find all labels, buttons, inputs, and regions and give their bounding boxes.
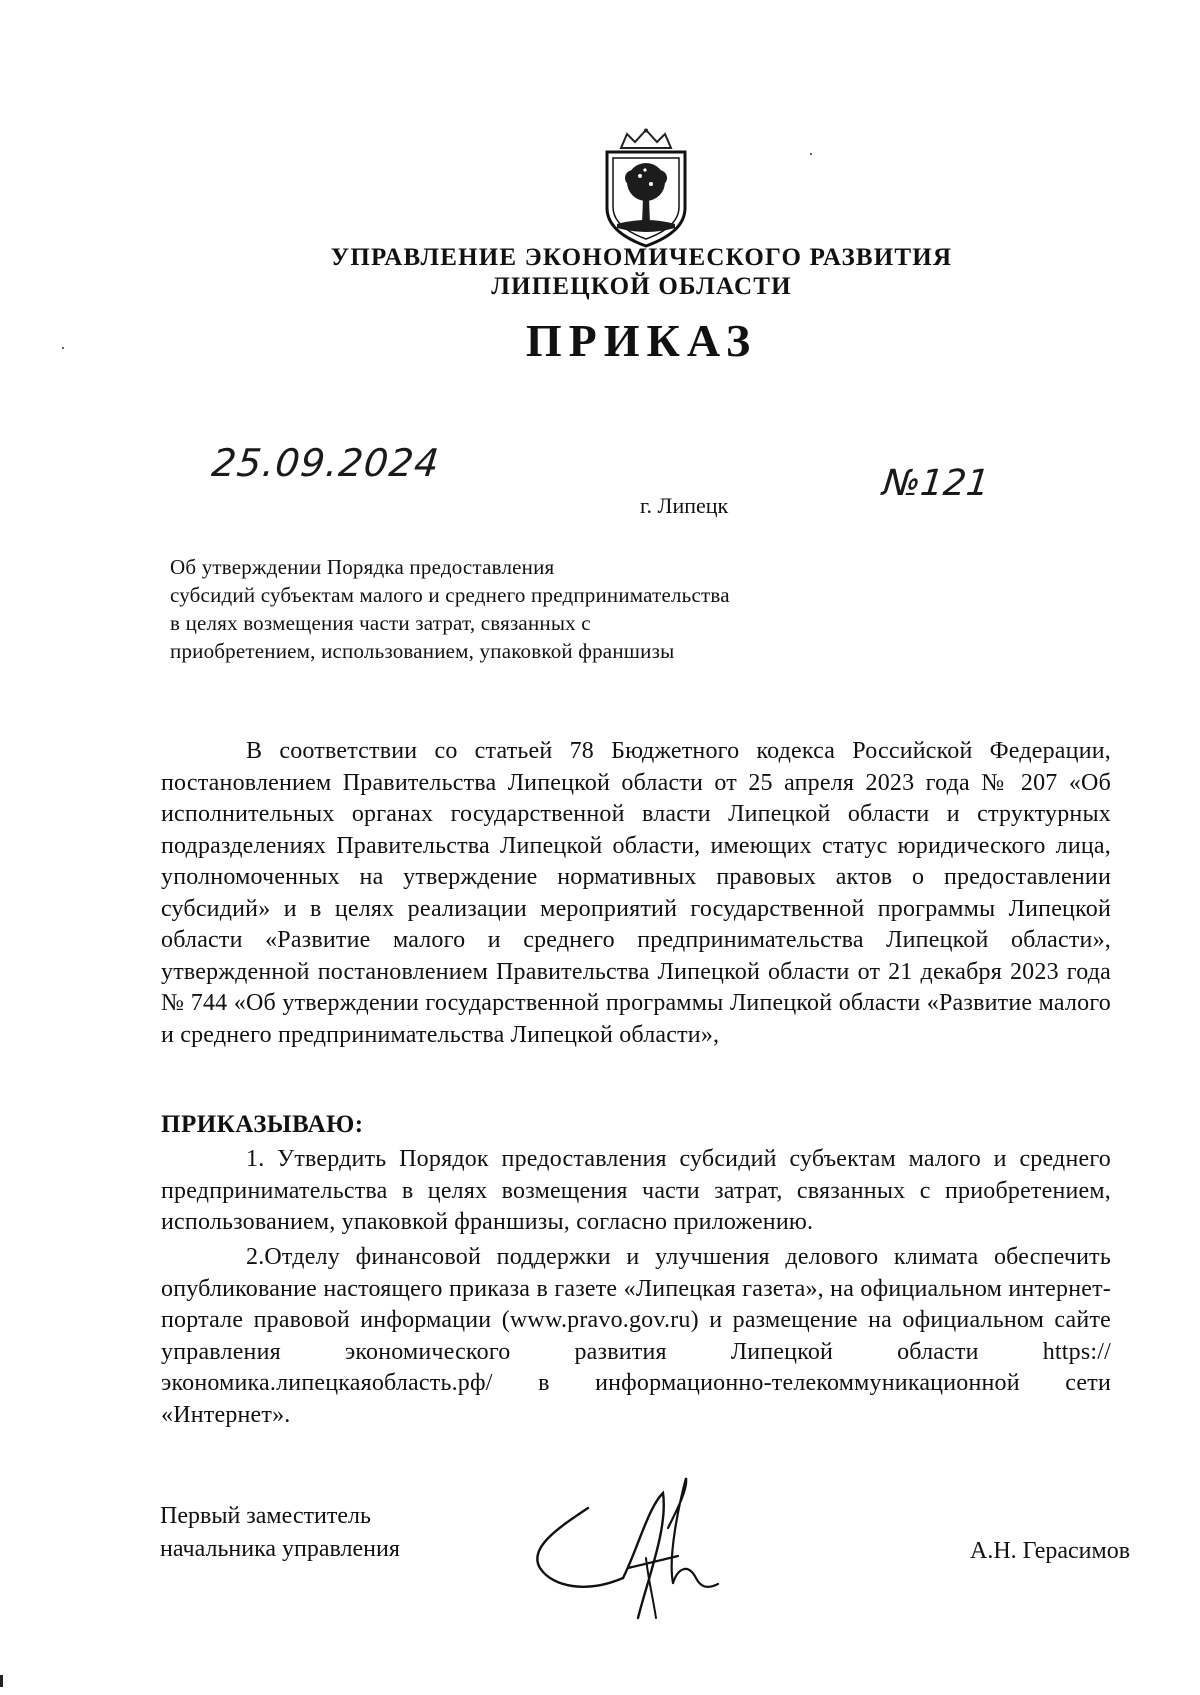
order-keyword: ПРИКАЗЫВАЮ: [161, 1111, 364, 1138]
agency-name [0, 243, 1200, 301]
signatory-title: Первый заместитель начальника управления [160, 1503, 400, 1562]
scan-edge-mark [0, 1675, 3, 1687]
city-name: г. Липецк [640, 493, 729, 518]
order-subject: Об утверждении Порядка предоставления субсидий субъектам малого и среднего предпринимательства в целях возмещения части затрат, связанных с приобретением, использованием, упаковкой франшизы [170, 555, 730, 663]
order-date: 25.09.2024 [209, 441, 442, 485]
agency-name-line1: УПРАВЛЕНИЕ ЭКОНОМИЧЕСКОГО РАЗВИТИЯ [330, 244, 953, 271]
order-item-2: 2.Отделу финансовой поддержки и улучшения делового климата обеспечить опубликование настоящего приказа в газете «Липецкая газета», на официальном интернет-портале правовой информации (www.pravo.gov.ru) и размещение на официальном сайте управления экономического развития Липецкой области https://экономика.липецкаяобласть.рф/ в информационно-телекоммуникационной сети «Интернет». [161, 1244, 1111, 1428]
scan-speck [810, 153, 812, 155]
document-type-title: ПРИКАЗ [525, 315, 758, 366]
preamble-paragraph: В соответствии со статьей 78 Бюджетного кодекса Российской Федерации, постановлением Правительства Липецкой области от 25 апреля 2023 года № 207 «Об исполнительных органах государственной власти Липецкой области и структурных подразделениях Правительства Липецкой области, имеющих статус юридического лица, уполномоченных на утверждение нормативных правовых актов о предоставлении субсидий» и в целях реализации мероприятий государственной программы Липецкой области «Развитие малого и среднего предпринимательства Липецкой области», утвержденной постановлением Правительства Липецкой области от 21 декабря 2023 года № 744 «Об утверждении государственной программы Липецкой области «Развитие малого и среднего предпринимательства Липецкой области», [161, 738, 1111, 1048]
signatory-name: А.Н. Герасимов [970, 1538, 1131, 1564]
order-item-1: 1. Утвердить Порядок предоставления субсидий субъектам малого и среднего предпринимательства в целях возмещения части затрат, связанных с приобретением, использованием, упаковкой франшизы, согласно приложению. [161, 1146, 1111, 1235]
coat-of-arms-icon [593, 128, 699, 252]
scan-speck [62, 347, 64, 349]
agency-name-line2: ЛИПЕЦКОЙ ОБЛАСТИ [491, 273, 792, 300]
handwritten-signature [528, 1468, 758, 1633]
order-number: №121 [880, 463, 992, 504]
